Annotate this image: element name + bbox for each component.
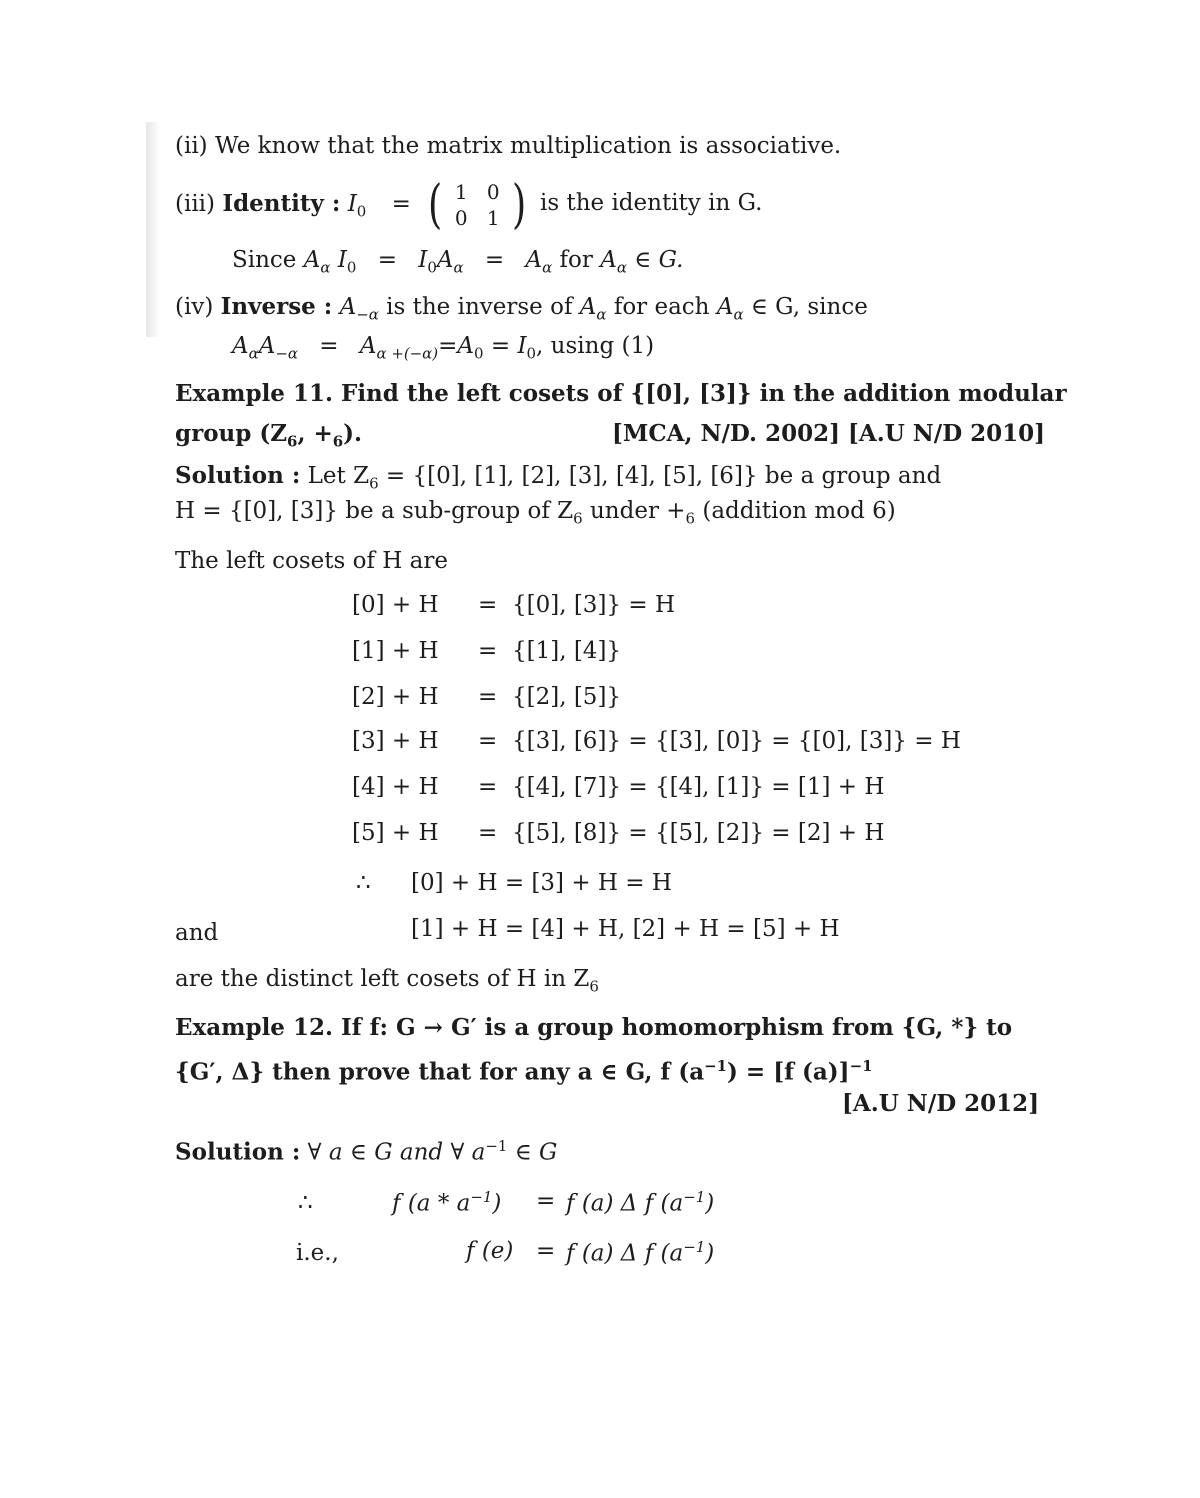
math-symbol: A [258, 333, 276, 359]
math-subscript: 6 [573, 509, 583, 528]
math-symbol: A [457, 333, 475, 359]
coset-row-lhs: [3] + H [352, 728, 439, 754]
step2-equals: = [536, 1238, 556, 1264]
math-subscript: α [320, 258, 331, 277]
example-11-title: , + [297, 420, 333, 447]
conclusion-line1: [0] + H = [3] + H = H [411, 870, 672, 896]
math-subscript: 6 [589, 977, 599, 996]
equals-sign: = [484, 247, 505, 273]
example-11-title: Find the left cosets of {[0], [3]} in the addition modular [340, 380, 1067, 407]
example-11-title: group (Z [175, 420, 288, 447]
example-11-heading: Example 11. [175, 380, 333, 407]
step2-rhs [566, 1238, 714, 1267]
math-subscript: 6 [287, 432, 298, 451]
math-subscript: α +(−α) [376, 344, 439, 363]
example-12-title-line2 [175, 1058, 872, 1086]
coset-row-eq: = [478, 728, 498, 754]
step2-lhs: f (e) [466, 1238, 514, 1264]
math-subscript: −α [356, 305, 379, 324]
step-text: ) [705, 1190, 715, 1217]
step-text: f (a * a [392, 1190, 471, 1217]
solution-text: ∀ a ∈ G and ∀ a [307, 1139, 486, 1166]
step-text: ) [492, 1190, 502, 1217]
step1-equals: = [536, 1188, 556, 1214]
math-subscript: 6 [332, 432, 344, 451]
math-subscript: 0 [474, 344, 484, 363]
math-subscript: α [248, 344, 259, 363]
example-12-reference: [A.U N/D 2012] [842, 1090, 1040, 1117]
scan-margin-shadow [146, 122, 160, 337]
math-symbol: A [579, 294, 597, 320]
since-word: Since [232, 247, 297, 273]
math-subscript: 0 [346, 258, 357, 277]
coset-row-eq: = [478, 592, 498, 618]
conclusion-line2: [1] + H = [4] + H, [2] + H = [5] + H [411, 916, 840, 942]
math-symbol: A [525, 247, 543, 273]
item-iv-bold: Inverse : [220, 293, 333, 320]
identity-subscript: 0 [356, 202, 367, 221]
cosets-final-text: are the distinct left cosets of H in Z [175, 966, 590, 992]
math-subscript: α [453, 258, 464, 277]
equals-sign: = [319, 333, 339, 359]
math-symbol: I [337, 247, 347, 273]
math-subscript: 0 [427, 258, 437, 277]
matrix-cell: 1 [486, 206, 500, 230]
step-text: f (a) Δ f (a [566, 1240, 684, 1267]
identity-matrix [425, 176, 525, 234]
item-ii-label: (ii) [175, 133, 208, 159]
item-iv-text: , using (1) [536, 333, 655, 359]
cosets-intro: The left cosets of H are [175, 548, 448, 574]
example-11-solution-line1 [175, 462, 941, 494]
therefore-symbol: ∴ [356, 870, 371, 896]
item-iv-text: ∈ G, since [750, 294, 868, 320]
math-symbol: A [232, 333, 249, 359]
equals-sign: = [438, 333, 458, 359]
item-iii-label: (iii) [175, 191, 216, 217]
example-12-title: ) = [f (a)] [727, 1058, 850, 1086]
item-iv-text: for each [613, 294, 710, 320]
math-subscript: −α [275, 344, 298, 363]
coset-row-rhs: {[5], [8]} = {[5], [2]} = [2] + H [512, 820, 885, 846]
item-ii-text: We know that the matrix multiplication is associative. [214, 133, 842, 159]
example-12-title: {G′, Δ} then prove that for any a ∈ G, f (a [175, 1058, 705, 1086]
identity-equals: = [391, 191, 411, 217]
item-iv-line2 [232, 333, 654, 364]
coset-row-eq: = [478, 820, 498, 846]
for-word: for [559, 247, 593, 273]
step2-label: i.e., [296, 1240, 339, 1266]
math-symbol: A [716, 294, 734, 320]
math-subscript: 0 [526, 344, 537, 363]
identity-tail: is the identity in G. [540, 190, 763, 216]
solution-text: H = {[0], [3]} be a sub-group of Z [175, 498, 574, 524]
item-iii [175, 190, 411, 222]
item-iv-label: (iv) [175, 294, 214, 320]
solution-text: (addition mod 6) [695, 498, 896, 524]
example-12-heading: Example 12. [175, 1014, 333, 1041]
step1-lhs [392, 1188, 501, 1217]
coset-row-lhs: [2] + H [352, 684, 439, 710]
math-superscript: −1 [683, 1188, 706, 1206]
math-symbol: A [339, 294, 357, 320]
math-symbol: I [418, 247, 428, 273]
solution-text: under + [582, 498, 686, 524]
math-subscript: α [616, 258, 627, 277]
and-word: and [175, 920, 219, 946]
coset-row-rhs: {[3], [6]} = {[3], [0]} = {[0], [3]} = H [512, 728, 961, 754]
step-text: ) [705, 1240, 715, 1267]
example-12-title-line1 [175, 1014, 1012, 1042]
item-iv-text: is the inverse of [386, 294, 573, 320]
solution-text: Let Z [307, 463, 370, 489]
math-symbol: A [436, 247, 454, 273]
matrix-right-paren: ) [512, 175, 527, 235]
coset-row-rhs: {[0], [3]} = H [512, 592, 675, 618]
math-symbol: A [600, 247, 617, 273]
example-11-solution-line2 [175, 498, 896, 529]
solution-text: ∈ G [507, 1139, 558, 1166]
math-superscript: −1 [470, 1188, 493, 1206]
math-symbol: A [303, 247, 321, 273]
example-12-title: If f: G → G′ is a group homomorphism from {G, *} to [340, 1014, 1013, 1041]
coset-row-rhs: {[4], [7]} = {[4], [1]} = [1] + H [512, 774, 885, 800]
coset-row-eq: = [478, 774, 498, 800]
math-superscript: −1 [485, 1137, 508, 1155]
matrix-cell: 0 [486, 180, 500, 204]
coset-row-eq: = [478, 684, 498, 710]
math-superscript: −1 [849, 1057, 873, 1075]
item-ii [175, 133, 841, 161]
item-iv [175, 293, 868, 325]
math-symbol: A [359, 333, 377, 359]
math-subscript: α [542, 258, 553, 277]
example-11-title: ). [343, 420, 363, 447]
coset-row-eq: = [478, 638, 498, 664]
step1-label: ∴ [298, 1190, 313, 1216]
equals-sign: = [490, 333, 511, 359]
example-11-title-line2 [175, 420, 362, 452]
solution-label: Solution : [175, 462, 301, 489]
example-11-reference: [MCA, N/D. 2002] [A.U N/D 2010] [612, 420, 1046, 447]
coset-row-rhs: {[2], [5]} [512, 684, 622, 710]
coset-row-lhs: [5] + H [352, 820, 439, 846]
item-iii-bold: Identity : [222, 190, 341, 217]
matrix-cell: 0 [454, 206, 468, 230]
coset-row-lhs: [0] + H [352, 592, 439, 618]
example-12-solution [175, 1138, 557, 1167]
equals-sign: = [377, 247, 397, 273]
math-subscript: 6 [369, 474, 379, 493]
math-subscript: α [733, 305, 744, 324]
matrix-cell: 1 [454, 180, 468, 204]
matrix-left-paren: ( [428, 175, 443, 235]
membership: ∈ G. [634, 247, 684, 273]
coset-row-lhs: [4] + H [352, 774, 439, 800]
matrix-cells [445, 180, 509, 230]
cosets-final [175, 966, 599, 997]
math-superscript: −1 [683, 1238, 706, 1256]
coset-row-rhs: {[1], [4]} [512, 638, 622, 664]
example-11-title-line1 [175, 380, 1067, 408]
solution-label: Solution : [175, 1138, 301, 1166]
identity-symbol: I [347, 191, 357, 217]
math-superscript: −1 [704, 1057, 728, 1075]
math-symbol: I [517, 333, 527, 359]
math-subscript: α [596, 305, 607, 324]
math-subscript: 6 [685, 509, 696, 528]
since-line [232, 247, 683, 278]
coset-row-lhs: [1] + H [352, 638, 439, 664]
step1-rhs [566, 1188, 714, 1217]
step-text: f (a) Δ f (a [566, 1190, 684, 1217]
solution-text: = {[0], [1], [2], [3], [4], [5], [6]} be a group and [385, 463, 942, 489]
